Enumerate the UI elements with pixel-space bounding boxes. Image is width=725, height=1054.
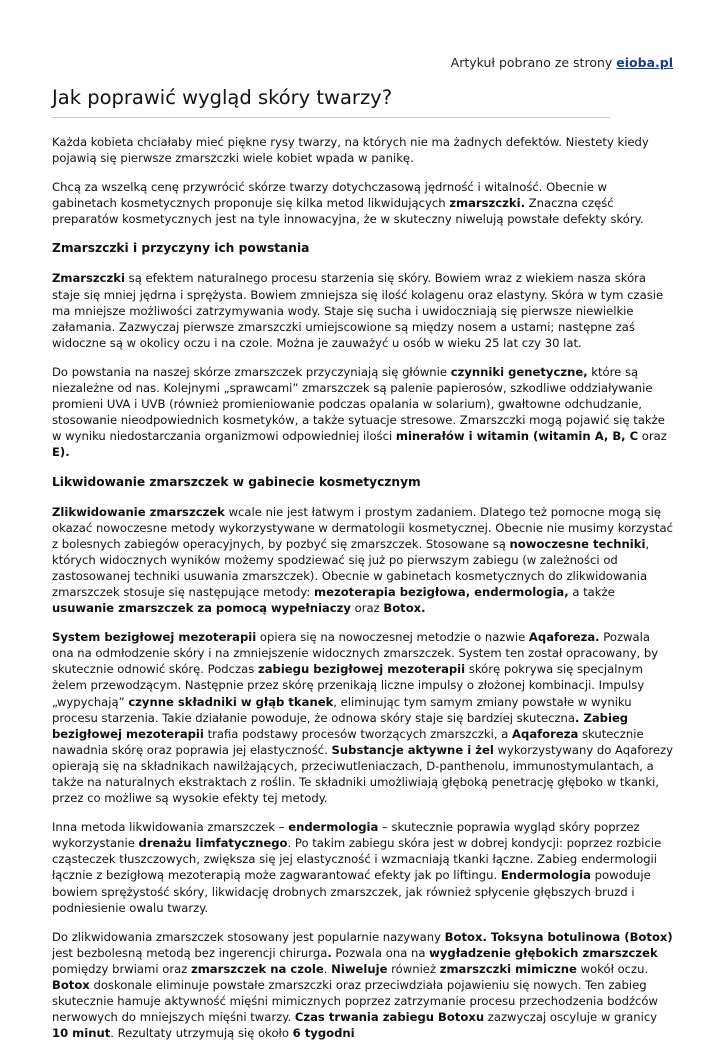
article-body: [52, 134, 673, 1054]
text-run: zazwyczaj oscyluje w granicy: [484, 1010, 658, 1025]
text-run: Pozwala ona na: [331, 945, 430, 960]
text-run: Każda kobieta chciałaby mieć piękne rysy twarzy, na których nie ma żadnych defektów. Niestety kiedy pojawią się pierwsze zmarszczki wiele kobiet wpada w panikę.: [52, 135, 649, 166]
text-run: doskonale eliminuje powstałe zmarszczki oraz przeciwdziała pojawieniu się nowych. Ten zabieg skutecznie hamuje aktywność mięśni mimicznych poprzez zatrzymanie procesu przechodzenia bodźców nerwowych do mniejszych mięśni twarzy.: [52, 978, 658, 1025]
text-run: opiera się na nowoczesnej metodzie o nazwie: [256, 630, 529, 645]
paragraph: [52, 134, 673, 166]
bold-text: 10 minut: [52, 1026, 111, 1041]
bold-text: Botox.: [383, 601, 426, 616]
bold-text: usuwanie zmarszczek za pomocą wypełniaczy: [52, 601, 351, 616]
text-run: . Po takim zabiegu skóra jest w dobrej kondycji: poprzez rozbicie cząsteczek tłuszczowych, zwiększa się jej elastyczność i wzmacniają tkanki łączne. Zabieg endermologii łącznie z bezigłową mezoterapią może zagwarantować efekty jak po liftingu.: [52, 836, 662, 883]
text-run: również: [387, 961, 440, 976]
section-heading: Zmarszczki i przyczyny ich powstania: [52, 241, 310, 256]
text-run: wykorzystywany do Aqaforezy opierają się na składnikach nawilżających, przeciwutleniaczach, D-panthenolu, immunostymulantach, a także na naturalnych ekstraktach z roślin. Te składniki umożliwiają głęboką penetrację głęboko w tkanki, przez co możliwe są wysokie efekty tej metody.: [52, 742, 673, 806]
bold-text: 6 tygodni: [292, 1026, 355, 1041]
bold-text: wygładzenie głębokich zmarszczek: [429, 945, 658, 960]
text-run: Do zlikwidowania zmarszczek stosowany jest popularnie nazywany: [52, 929, 445, 944]
text-run: pomiędzy brwiami oraz: [52, 961, 191, 976]
text-run: a także: [568, 584, 615, 599]
bold-text: minerałów i witamin (witamin A, B, C: [395, 429, 639, 444]
bold-text: Aqaforeza.: [528, 630, 600, 645]
bold-text: drenażu limfatycznego: [138, 836, 288, 851]
title-divider: [52, 117, 610, 118]
bold-text: System bezigłowej mezoterapii: [52, 630, 257, 645]
bold-text: Botox: [52, 978, 90, 993]
source-prefix: Artykuł pobrano ze strony: [450, 55, 613, 70]
text-run: oraz: [350, 601, 384, 616]
bold-text: endermologia: [288, 820, 379, 835]
paragraph: [52, 179, 673, 227]
text-run: wokół oczu.: [576, 961, 649, 976]
text-run: które są niezależne od nas. Kolejnymi „sprawcami” zmarszczek są palenie papierosów, szkodliwe oddziaływanie promieni UVA i UVB (również promieniowanie podczas opalania w solarium), gwałtowne odchudzanie, stosowanie nieodpowiednich kosmetyków, a także sytuacje stresowe. Zmarszczki mogą pojawić się także w wyniku niedostarczania organizmowi odpowiedniej ilości: [52, 364, 665, 444]
text-run: jest bezbolesną metodą bez ingerencji chirurga: [52, 945, 328, 960]
text-run: Chcą za wszelką cenę przywrócić skórze twarzy dotychczasową jędrność i witalność. Obecnie w gabinetach kosmetycznych proponuje się kilka metod likwidujących: [52, 180, 608, 211]
article-title: Jak poprawić wygląd skóry twarzy?: [52, 86, 393, 109]
text-run: wcale nie jest łatwym i prostym zadaniem. Dlatego też pomocne mogą się okazać nowoczesne metody wykorzystywane w dermatologii kosmetycznej. Obecnie nie musimy korzystać z bolesnych zabiegów operacyjnych, by pozbyć się zmarszczek. Stosowane są: [52, 504, 673, 551]
paragraph: [52, 819, 673, 916]
paragraph: [52, 629, 673, 806]
text-run: powoduje bowiem sprężystość skóry, likwidację drobnych zmarszczek, jak również spłycenie głębszych bruzd i podniesienie owalu twarzy.: [52, 868, 651, 915]
text-run: – skutecznie poprawia wygląd skóry poprzez wykorzystanie: [52, 820, 640, 851]
bold-text: czynne składniki w głąb tkanek: [128, 694, 334, 709]
text-run: oraz: [638, 429, 667, 444]
text-run: . Rezultaty utrzymują się około: [110, 1026, 293, 1041]
text-run: skutecznie nawadnia skórę oraz poprawia jej elastyczność.: [52, 726, 644, 757]
paragraph: [52, 929, 673, 1042]
bold-text: mezoterapia bezigłowa, endermologia,: [314, 584, 569, 599]
bold-text: nowoczesne techniki: [509, 536, 646, 551]
bold-text: Niweluje: [331, 961, 388, 976]
text-run: , eliminując tym samym zmiany powstałe w wyniku procesu starzenia. Takie działanie powoduje, że odnowa skóry staje się bardziej skuteczna: [52, 694, 632, 725]
bold-text: Botox. Toksyna botulinowa (Botox): [444, 929, 673, 944]
text-run: trafia podstawy procesów tworzących zmarszczki, a: [203, 726, 513, 741]
bold-text: . Zabieg bezigłowej mezoterapii: [52, 710, 629, 741]
bold-text: Zmarszczki: [52, 271, 125, 286]
bold-text: Endermologia: [500, 868, 591, 883]
bold-text: czynniki genetyczne,: [450, 364, 588, 379]
paragraph: [52, 270, 673, 350]
source-link[interactable]: eioba.pl: [616, 55, 673, 70]
bold-text: .: [327, 945, 332, 960]
section-heading: Likwidowanie zmarszczek w gabinecie kosmetycznym: [52, 474, 421, 489]
bold-text: E).: [52, 445, 70, 460]
bold-text: zmarszczek na czole: [190, 961, 324, 976]
bold-text: zmarszczki.: [449, 196, 525, 211]
paragraph: [52, 504, 673, 617]
text-run: Do powstania na naszej skórze zmarszczek przyczyniają się głównie: [52, 364, 451, 379]
bold-text: zmarszczki mimiczne: [439, 961, 577, 976]
text-run: Inna metoda likwidowania zmarszczek –: [52, 820, 289, 835]
bold-text: Aqaforeza: [512, 726, 579, 741]
source-attribution: [451, 55, 673, 70]
text-run: są efektem naturalnego procesu starzenia się skóry. Bowiem wraz z wiekiem nasza skóra staje się mniej jędrna i sprężysta. Bowiem zmniejsza się ilość kolagenu oraz elastyny. Skóra w tym czasie ma mniejsze możliwości zatrzymywania wody. Staje się sucha i uwidoczniają się pierwsze niewielkie załamania. Zazwyczaj pierwsze zmarszczki umiejscowione są między nosem a ustami; następne zaś widoczne są w okolicy oczu i na czole. Można je zauważyć u osób w wieku 25 lat czy 30 lat.: [52, 271, 664, 350]
text-run: , których widocznych wyników możemy spodziewać się już po pierwszym zabiegu (w zależności od zastosowanej techniki usuwania zmarszczek). Obecnie w gabinetach kosmetycznych do zlikwidowania zmarszczek stosuje się następujące metody:: [52, 536, 650, 599]
text-run: skórę pokrywa się specjalnym żelem przewodzącym. Następnie przez skórę przenikają liczne impulsy o złożonej kombinacji. Impulsy „wypychają”: [52, 662, 645, 709]
paragraph: [52, 364, 673, 461]
text-run: Znaczna część preparatów kosmetycznych jest na tyle innowacyjna, że w skuteczny niwelują powstałe defekty skóry.: [52, 196, 644, 227]
bold-text: Substancje aktywne i żel: [331, 742, 494, 757]
bold-text: Czas trwania zabiegu Botoxu: [294, 1010, 485, 1025]
text-run: .: [323, 961, 332, 976]
text-run: Pozwala ona na odmłodzenie skóry i na zmniejszenie widocznych zmarszczek. System ten został opracowany, by skutecznie odnowić skórę. Podczas: [52, 630, 659, 677]
bold-text: Zlikwidowanie zmarszczek: [52, 504, 225, 519]
bold-text: zabiegu bezigłowej mezoterapii: [257, 662, 466, 677]
